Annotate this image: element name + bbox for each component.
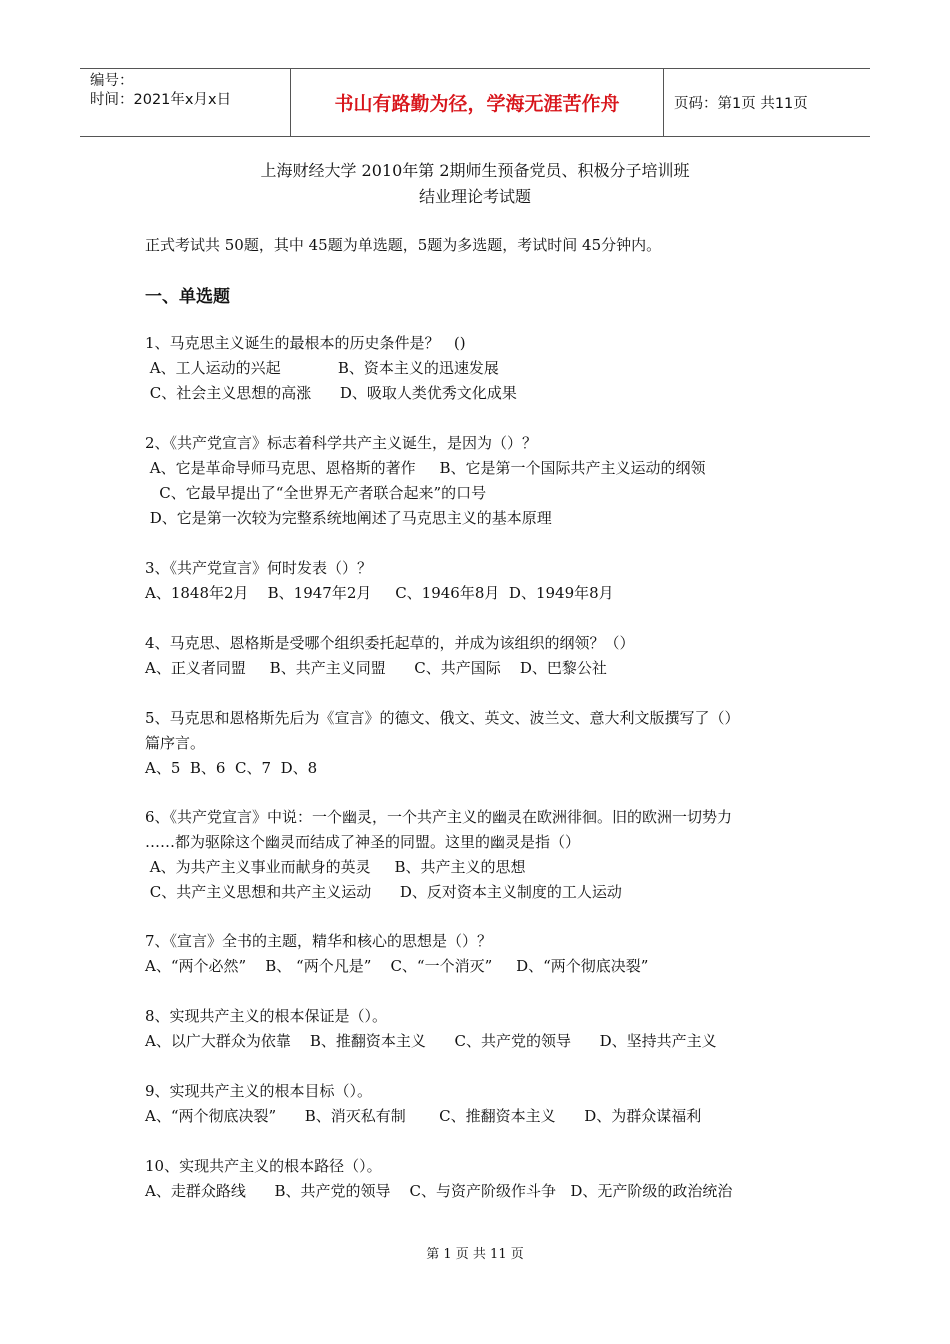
question-line: A、为共产主义事业而献身的英灵 B、共产主义的思想	[145, 858, 526, 876]
document-title: 上海财经大学 2010年第 2期师生预备党员、积极分子培训班	[260, 161, 690, 180]
question-line: A、“两个必然” B、 “两个凡是” C、“一个消灭” D、“两个彻底决裂”	[145, 957, 649, 975]
code-label: 编号：	[90, 73, 134, 89]
question-line: C、它最早提出了“全世界无产者联合起来”的口号	[145, 484, 487, 502]
question-line: A、它是革命导师马克思、恩格斯的著作 B、它是第一个国际共产主义运动的纲领	[145, 459, 706, 477]
question-line: 8、实现共产主义的根本保证是（）。	[145, 1007, 388, 1025]
question-6	[145, 805, 825, 905]
question-line: A、走群众路线 B、共产党的领导 C、与资产阶级作斗争 D、无产阶级的政治统治	[145, 1182, 733, 1200]
time-label: 时间：2021年x月x日	[90, 92, 232, 108]
header-motto: 书山有路勤为径，学海无涯苦作舟	[290, 69, 664, 136]
question-line: 10、实现共产主义的根本路径（）。	[145, 1157, 382, 1175]
question-line: A、1848年2月 B、1947年2月 C、1946年8月 D、1949年8月	[145, 584, 614, 602]
question-line: A、工人运动的兴起 B、资本主义的迅速发展	[145, 359, 499, 377]
question-3	[145, 556, 825, 606]
question-8	[145, 1004, 825, 1054]
question-line: 7、《宣言》全书的主题，精华和核心的思想是（）？	[145, 932, 493, 950]
question-line: D、它是第一次较为完整系统地阐述了马克思主义的基本原理	[145, 509, 552, 527]
question-line: A、“两个彻底决裂” B、消灭私有制 C、推翻资本主义 D、为群众谋福利	[145, 1107, 702, 1125]
question-line: 9、实现共产主义的根本目标（）。	[145, 1082, 373, 1100]
question-line: 1、马克思主义诞生的最根本的历史条件是？ ()	[145, 334, 466, 352]
question-line: 3、《共产党宣言》何时发表（）？	[145, 559, 373, 577]
question-line: 2、《共产党宣言》标志着科学共产主义诞生，是因为（）？	[145, 434, 538, 452]
header-page-label: 页码：第1页 共11页	[674, 96, 808, 112]
question-1	[145, 331, 825, 406]
question-line: C、社会主义思想的高涨 D、吸取人类优秀文化成果	[145, 384, 517, 402]
page-footer: 第 1 页 共 11 页	[426, 1247, 524, 1262]
document-subtitle: 结业理论考试题	[418, 187, 531, 206]
question-5	[145, 706, 825, 781]
question-line: ……都为驱除这个幽灵而结成了神圣的同盟。这里的幽灵是指（）	[145, 833, 581, 851]
question-9	[145, 1079, 825, 1129]
question-7	[145, 929, 825, 979]
question-line: A、5 B、6 C、7 D、8	[145, 759, 318, 777]
question-10	[145, 1154, 825, 1204]
question-4	[145, 631, 825, 681]
header-meta	[80, 69, 290, 136]
question-line: A、正义者同盟 B、共产主义同盟 C、共产国际 D、巴黎公社	[145, 659, 607, 677]
section-title: 一、单选题	[145, 287, 230, 307]
question-line: C、共产主义思想和共产主义运动 D、反对资本主义制度的工人运动	[145, 883, 622, 901]
document-header	[80, 68, 870, 137]
question-line: A、以广大群众为依靠 B、推翻资本主义 C、共产党的领导 D、坚持共产主义	[145, 1032, 717, 1050]
question-line: 5、马克思和恩格斯先后为《宣言》的德文、俄文、英文、波兰文、意大利文版撰写了（）	[145, 709, 740, 727]
exam-intro: 正式考试共 50题，其中 45题为单选题，5题为多选题，考试时间 45分钟内。	[145, 236, 662, 254]
question-line: 4、马克思、恩格斯是受哪个组织委托起草的，并成为该组织的纲领？（）	[145, 634, 635, 652]
question-line: 6、《共产党宣言》中说：一个幽灵，一个共产主义的幽灵在欧洲徘徊。旧的欧洲一切势力	[145, 808, 733, 826]
question-line: 篇序言。	[145, 734, 206, 752]
question-2	[145, 431, 825, 531]
